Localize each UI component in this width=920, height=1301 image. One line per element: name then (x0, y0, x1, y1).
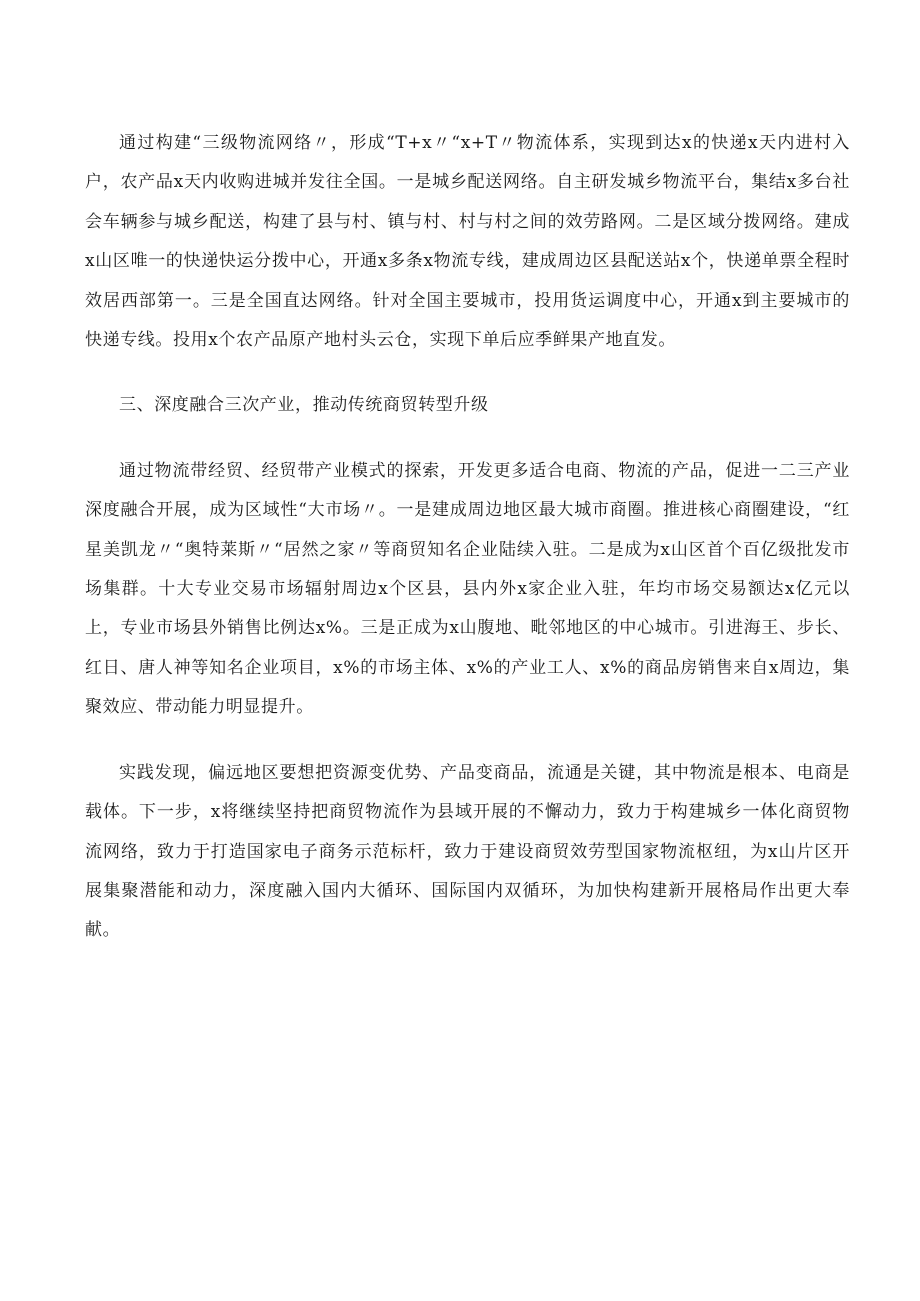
paragraph-big-market: 通过物流带经贸、经贸带产业模式的探索，开发更多适合电商、物流的产品，促进一二三产业深度融合开展，成为区域性“大市场〃。一是建成周边地区最大城市商圈。推进核心商圈建设，“红星美凯龙〃“奥特莱斯〃“居然之家〃等商贸知名企业陆续入驻。二是成为x山区首个百亿级批发市场集群。十大专业交易市场辐射周边x个区县，县内外x家企业入驻，年均市场交易额达x亿元以上，专业市场县外销售比例达x%。三是正成为x山腹地、毗邻地区的中心城市。引进海王、步长、红日、唐人神等知名企业项目，x%的市场主体、x%的产业工人、x%的商品房销售来自x周边，集聚效应、带动能力明显提升。 (85, 460, 850, 718)
paragraph-conclusion: 实践发现，偏远地区要想把资源变优势、产品变商品，流通是关键，其中物流是根本、电商是载体。下一步，x将继续坚持把商贸物流作为县域开展的不懈动力，致力于构建城乡一体化商贸物流网络，致力于打造国家电子商务示范标杆，致力于建设商贸效劳型国家物流枢纽，为x山片区开展集聚潜能和动力，深度融入国内大循环、国际国内双循环，为加快构建新开展格局作出更大奉献。 (85, 762, 850, 941)
document-body (85, 124, 850, 951)
section-heading-industry-integration: 三、深度融合三次产业，推动传统商贸转型升级 (119, 395, 489, 416)
paragraph-logistics-network: 通过构建“三级物流网络〃，形成“T+x〃“x+T〃物流体系，实现到达x的快递x天内进村入户，农产品x天内收购进城并发往全国。一是城乡配送网络。自主研发城乡物流平台，集结x多台社会车辆参与城乡配送，构建了县与村、镇与村、村与村之间的效劳路网。二是区域分拨网络。建成x山区唯一的快递快运分拨中心，开通x多条x物流专线，建成周边区县配送站x个，快递单票全程时效居西部第一。三是全国直达网络。针对全国主要城市，投用货运调度中心，开通x到主要城市的快递专线。投用x个农产品原产地村头云仓，实现下单后应季鲜果产地直发。 (85, 133, 850, 351)
